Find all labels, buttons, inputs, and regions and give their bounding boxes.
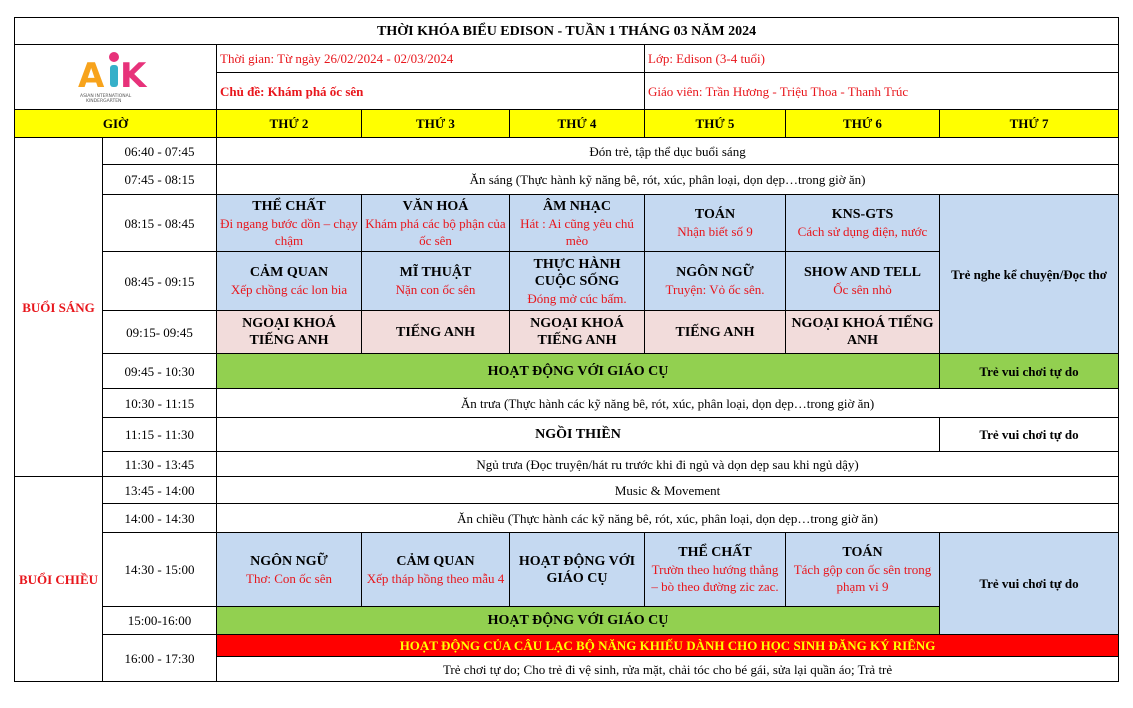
header-day: THỨ 5 — [645, 110, 786, 138]
info-class: Lớp: Edison (3-4 tuổi) — [645, 45, 1119, 73]
info-teachers: Giáo viên: Trần Hương - Triệu Thoa - Thanh Trúc — [645, 73, 1119, 110]
activity-row: Ngủ trưa (Đọc truyện/hát ru trước khi đi ngủ và dọn dẹp sau khi ngủ dậy) — [217, 452, 1119, 477]
class-cell — [645, 195, 786, 252]
subject-detail: Xếp tháp hồng theo mẫu 4 — [366, 570, 505, 586]
saturday-morning: Trẻ nghe kể chuyện/Đọc thơ — [940, 195, 1119, 354]
class-cell — [786, 533, 940, 607]
time-slot: 08:45 - 09:15 — [103, 252, 217, 311]
subject: HOẠT ĐỘNG VỚI GIÁO CỤ — [518, 553, 636, 586]
subject-detail: Đi ngang bước dồn – chạy chậm — [220, 215, 358, 248]
class-cell — [217, 252, 362, 311]
subject: THỂ CHẤT — [678, 545, 752, 560]
subject-detail: Cách sử dụng điện, nước — [797, 224, 928, 239]
class-cell — [645, 252, 786, 311]
session-afternoon: BUỔI CHIỀU — [15, 477, 103, 682]
time-slot: 16:00 - 17:30 — [103, 635, 217, 682]
svg-text:ASIAN INTERNATIONAL: ASIAN INTERNATIONAL — [79, 94, 131, 99]
subject: THỰC HÀNH CUỘC SỐNG — [533, 256, 621, 289]
svg-text:KINDERGARTEN: KINDERGARTEN — [85, 99, 121, 103]
montessori-activity: HOẠT ĐỘNG VỚI GIÁO CỤ — [217, 354, 940, 389]
subject: CẢM QUAN — [249, 265, 329, 280]
subject-detail: Truyện: Vỏ ốc sên. — [665, 282, 765, 297]
saturday-afternoon: Trẻ vui chơi tự do — [940, 533, 1119, 635]
activity-row: Ăn sáng (Thực hành kỹ năng bê, rót, xúc, phân loại, dọn dẹp…trong giờ ăn) — [217, 165, 1119, 195]
meditation: NGỒI THIỀN — [217, 418, 940, 452]
time-slot: 14:00 - 14:30 — [103, 504, 217, 533]
time-slot: 06:40 - 07:45 — [103, 138, 217, 165]
time-slot: 09:45 - 10:30 — [103, 354, 217, 389]
school-logo — [15, 45, 217, 110]
subject-detail: Đóng mở cúc bấm. — [527, 290, 627, 306]
subject: CẢM QUAN — [396, 553, 475, 569]
subject-detail: Tách gộp con ốc sên trong phạm vi 9 — [793, 562, 932, 594]
time-slot: 08:15 - 08:45 — [103, 195, 217, 252]
class-cell — [645, 533, 786, 607]
header-day: THỨ 4 — [510, 110, 645, 138]
class-cell — [510, 195, 645, 252]
english-class: TIẾNG ANH — [645, 311, 786, 354]
class-cell — [362, 195, 510, 252]
time-slot: 13:45 - 14:00 — [103, 477, 217, 504]
class-cell — [786, 195, 940, 252]
time-slot: 09:15- 09:45 — [103, 311, 217, 354]
activity-row: Ăn chiều (Thực hành các kỹ năng bê, rót, xúc, phân loại, dọn dẹp…trong giờ ăn) — [217, 504, 1119, 533]
class-cell — [510, 252, 645, 311]
class-cell — [786, 252, 940, 311]
subject: MĨ THUẬT — [399, 265, 472, 280]
class-cell — [217, 195, 362, 252]
header-day: THỨ 7 — [940, 110, 1119, 138]
aik-logo-icon — [76, 47, 156, 103]
subject: VĂN HOÁ — [402, 198, 469, 214]
english-class: NGOẠI KHOÁ TIẾNG ANH — [510, 311, 645, 354]
time-slot: 10:30 - 11:15 — [103, 389, 217, 418]
saturday-free-play: Trẻ vui chơi tự do — [940, 354, 1119, 389]
subject-detail: Nhận biết số 9 — [677, 224, 753, 239]
saturday-free-play: Trẻ vui chơi tự do — [940, 418, 1119, 452]
svg-text:A: A — [77, 56, 104, 96]
time-slot: 07:45 - 08:15 — [103, 165, 217, 195]
time-slot: 11:15 - 11:30 — [103, 418, 217, 452]
header-day: THỨ 2 — [217, 110, 362, 138]
subject: KNS-GTS — [831, 207, 894, 222]
time-slot: 15:00-16:00 — [103, 607, 217, 635]
talent-club-banner: HOẠT ĐỘNG CỦA CÂU LẠC BỘ NĂNG KHIẾU DÀNH CHO HỌC SINH ĐĂNG KÝ RIÊNG — [217, 635, 1119, 657]
header-day: THỨ 3 — [362, 110, 510, 138]
subject: THỂ CHẤT — [252, 198, 326, 214]
english-class: TIẾNG ANH — [362, 311, 510, 354]
subject-detail: Hát : Ai cũng yêu chú mèo — [520, 215, 634, 248]
subject: TOÁN — [842, 545, 883, 560]
subject-detail: Trườn theo hướng thẳng – bò theo đường zic zac. — [651, 562, 779, 594]
montessori-activity: HOẠT ĐỘNG VỚI GIÁO CỤ — [217, 607, 940, 635]
subject-detail: Thơ: Con ốc sên — [246, 570, 332, 586]
english-class: NGOẠI KHOÁ TIẾNG ANH — [217, 311, 362, 354]
info-time: Thời gian: Từ ngày 26/02/2024 - 02/03/2024 — [217, 45, 645, 73]
class-cell — [217, 533, 362, 607]
activity-row: Ăn trưa (Thực hành các kỹ năng bê, rót, xúc, phân loại, dọn dẹp…trong giờ ăn) — [217, 389, 1119, 418]
activity-row: Trẻ chơi tự do; Cho trẻ đi vệ sinh, rửa mặt, chải tóc cho bé gái, sửa lại quần áo; Trả trẻ — [217, 657, 1119, 682]
subject: NGÔN NGỮ — [250, 553, 328, 569]
header-day: THỨ 6 — [786, 110, 940, 138]
english-class: NGOẠI KHOÁ TIẾNG ANH — [786, 311, 940, 354]
subject-detail: Nặn con ốc sên — [395, 282, 476, 297]
subject-detail: Ốc sên nhỏ — [833, 282, 892, 297]
subject: TOÁN — [694, 207, 736, 222]
subject-detail: Khám phá các bộ phận của ốc sên — [365, 215, 506, 248]
time-slot: 14:30 - 15:00 — [103, 533, 217, 607]
class-cell — [362, 252, 510, 311]
subject: SHOW AND TELL — [804, 265, 921, 280]
class-cell — [510, 533, 645, 607]
header-time: GIỜ — [15, 110, 217, 138]
subject: ÂM NHẠC — [542, 198, 612, 214]
session-morning: BUỔI SÁNG — [15, 138, 103, 477]
class-cell — [362, 533, 510, 607]
subject-detail: Xếp chồng các lon bia — [230, 282, 348, 297]
info-topic: Chủ đề: Khám phá ốc sên — [217, 73, 645, 110]
time-slot: 11:30 - 13:45 — [103, 452, 217, 477]
page-title: THỜI KHÓA BIỂU EDISON - TUẦN 1 THÁNG 03 NĂM 2024 — [15, 18, 1119, 45]
activity-row: Đón trẻ, tập thể dục buổi sáng — [217, 138, 1119, 165]
subject: NGÔN NGỮ — [676, 265, 754, 280]
schedule-table — [14, 17, 1119, 682]
activity-row: Music & Movement — [217, 477, 1119, 504]
svg-text:K: K — [119, 56, 146, 96]
